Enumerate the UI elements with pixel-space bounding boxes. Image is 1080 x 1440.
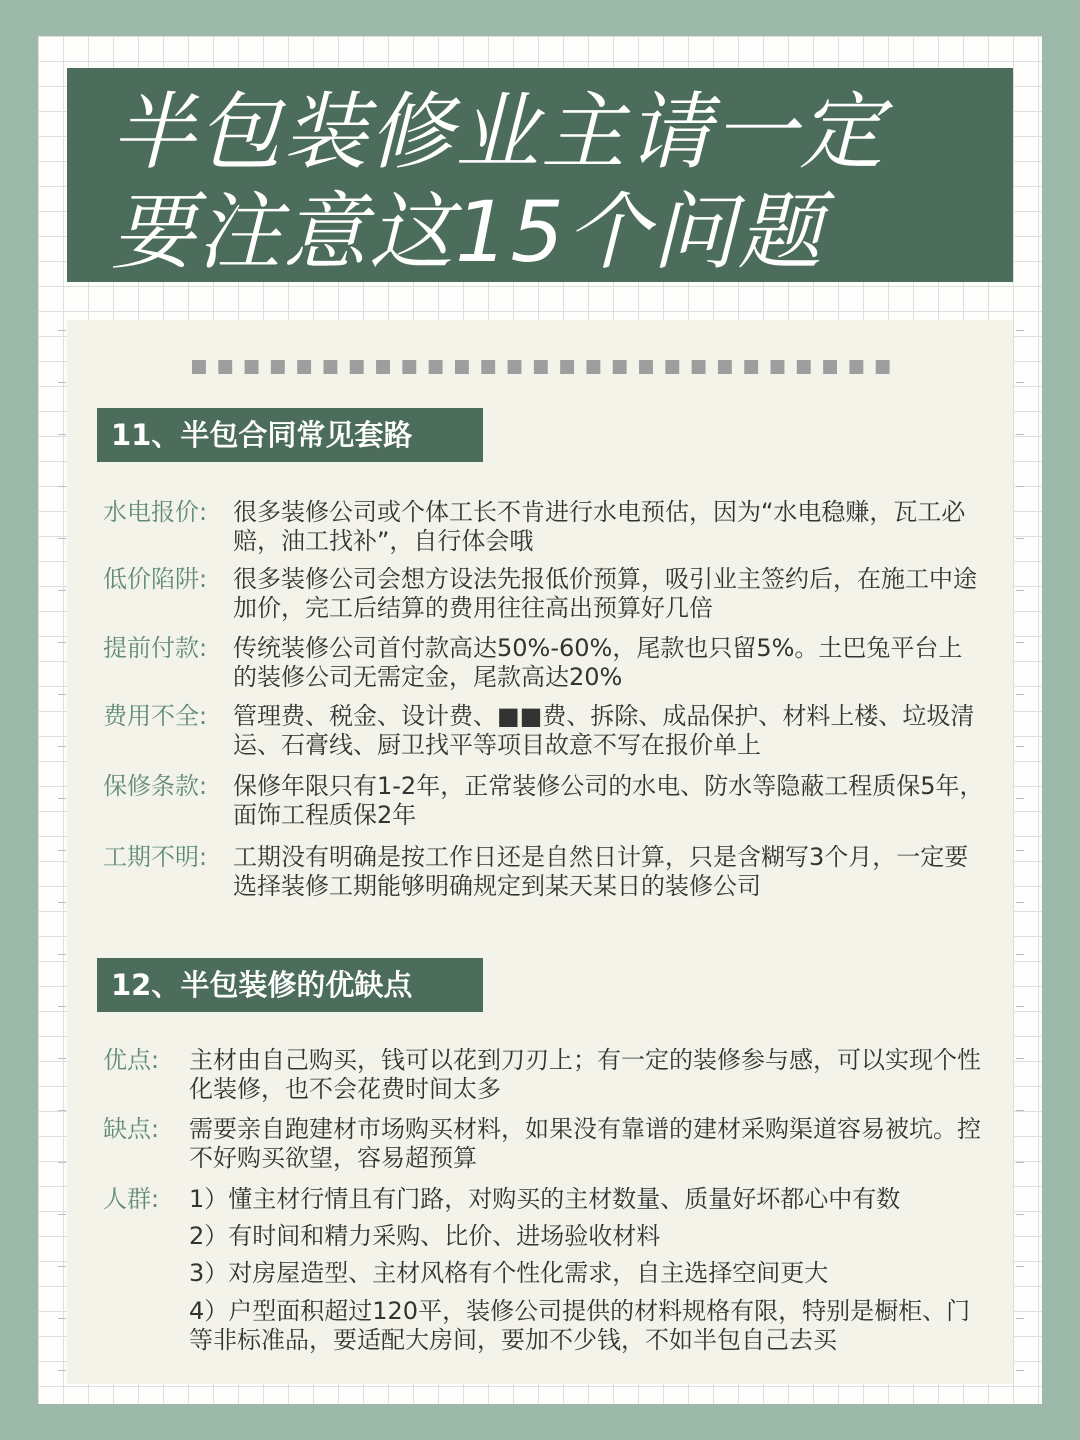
- section-11-item: [103, 565, 985, 623]
- section-11-item: [103, 498, 985, 556]
- item-text: 很多装修公司或个体工长不肯进行水电预估，因为“水电稳赚，瓦工必赔，油工找补”，自行体会哦: [233, 498, 966, 555]
- item-label: 优点:: [103, 1046, 160, 1074]
- crowd-line: 2）有时间和精力采购、比价、进场验收材料: [189, 1222, 661, 1250]
- section-11-item: [103, 634, 985, 692]
- crowd-line: 1）懂主材行情且有门路，对购买的主材数量、质量好坏都心中有数: [189, 1185, 901, 1213]
- left-tick-marks: [58, 330, 66, 1380]
- item-text: 传统装修公司首付款高达50%-60%，尾款也只留5%。土巴兔平台上的装修公司无需定金，尾款高达20%: [233, 634, 963, 691]
- section-11-item: [103, 772, 985, 830]
- item-label: 提前付款:: [103, 634, 208, 662]
- item-text: 工期没有明确是按工作日还是自然日计算，只是含糊写3个月，一定要选择装修工期能够明确规定到某天某日的装修公司: [233, 843, 969, 900]
- item-text: 保修年限只有1-2年，正常装修公司的水电、防水等隐蔽工程质保5年，面饰工程质保2年: [233, 772, 984, 829]
- item-label: 工期不明:: [103, 843, 208, 871]
- section-12-item: [103, 1046, 985, 1104]
- item-text: 管理费、税金、设计费、■■费、拆除、成品保护、材料上楼、垃圾清运、石膏线、厨卫找平等项目故意不写在报价单上: [233, 702, 975, 759]
- item-label: 费用不全:: [103, 702, 208, 730]
- item-label: 缺点:: [103, 1115, 160, 1143]
- dotted-divider: [192, 360, 902, 374]
- right-tick-marks: [1016, 330, 1024, 1380]
- section-12-item: [103, 1115, 985, 1173]
- title-banner: [67, 68, 1013, 282]
- title-line-1: 半包装修业主请一定: [111, 83, 886, 181]
- title-line-2: 要注意这15个问题: [111, 183, 824, 281]
- item-label: 水电报价:: [103, 498, 208, 526]
- item-text: 主材由自己购买，钱可以花到刀刃上；有一定的装修参与感，可以实现个性化装修，也不会花费时间太多: [189, 1046, 981, 1103]
- crowd-label: 人群:: [103, 1185, 160, 1213]
- item-label: 低价陷阱:: [103, 565, 208, 593]
- crowd-line: 4）户型面积超过120平，装修公司提供的材料规格有限，特别是橱柜、门等非标准品，要适配大房间，要加不少钱，不如半包自己去买: [189, 1297, 971, 1354]
- section-11-item: [103, 843, 985, 901]
- item-text: 很多装修公司会想方设法先报低价预算，吸引业主签约后，在施工中途加价，完工后结算的费用往往高出预算好几倍: [233, 565, 977, 622]
- crowd-line: 3）对房屋造型、主材风格有个性化需求，自主选择空间更大: [189, 1259, 829, 1287]
- content-panel: [67, 320, 1013, 1384]
- section-11-item: [103, 702, 985, 760]
- section-11-heading: 11、半包合同常见套路: [97, 408, 483, 462]
- item-text: 需要亲自跑建材市场购买材料，如果没有靠谱的建材采购渠道容易被坑。控不好购买欲望，容易超预算: [189, 1115, 981, 1172]
- item-label: 保修条款:: [103, 772, 208, 800]
- section-12-heading: 12、半包装修的优缺点: [97, 958, 483, 1012]
